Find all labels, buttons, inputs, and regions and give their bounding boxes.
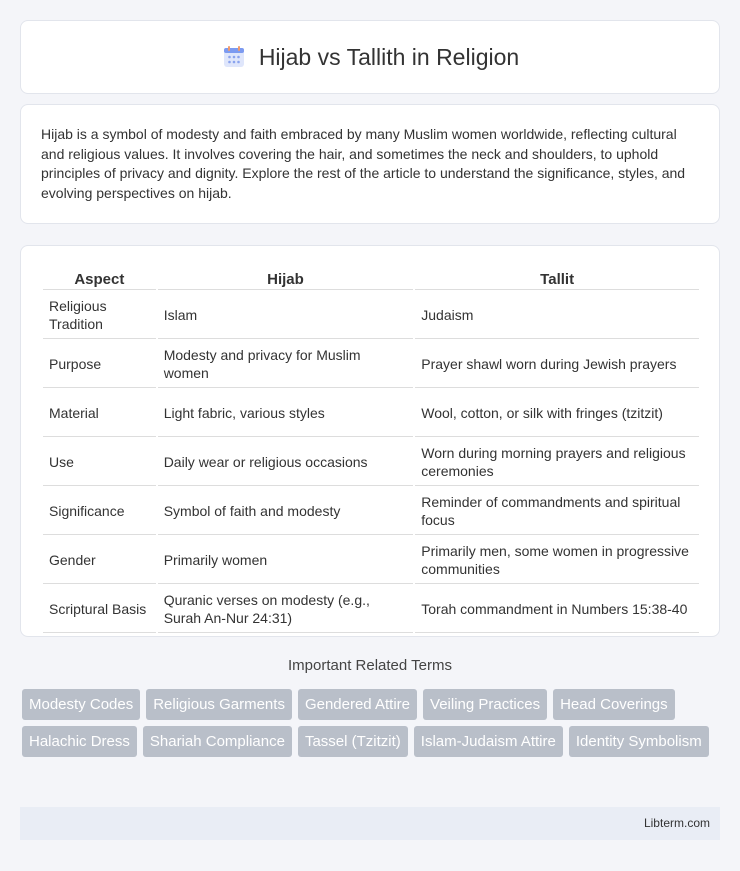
intro-text: Hijab is a symbol of modesty and faith embraced by many Muslim women worldwide, reflecting cultural and religious values. It involves covering the hair, and sometimes the neck and shoulders, to uphold principles of privacy and dignity. Explore the rest of the article to understand the significance, styles, and evolving perspectives on hijab.	[41, 126, 686, 201]
comparison-card	[20, 245, 720, 637]
tag-gendered-attire[interactable]: Gendered Attire	[298, 689, 417, 720]
tag-tassel-tzitzit[interactable]: Tassel (Tzitzit)	[298, 726, 408, 757]
tag-halachic-dress[interactable]: Halachic Dress	[22, 726, 137, 757]
table-row	[43, 439, 699, 486]
related-terms-title: Important Related Terms	[288, 657, 452, 674]
tag-islam-judaism-attire[interactable]: Islam-Judaism Attire	[414, 726, 563, 757]
row-hijab: Daily wear or religious occasions	[158, 439, 414, 486]
row-tallit: Judaism	[415, 292, 699, 339]
table-header-row	[43, 266, 699, 290]
intro-card	[20, 104, 720, 224]
table-row	[43, 537, 699, 584]
row-hijab: Symbol of faith and modesty	[158, 488, 414, 535]
row-hijab: Modesty and privacy for Muslim women	[158, 341, 414, 388]
table-row	[43, 390, 699, 437]
row-hijab: Light fabric, various styles	[158, 390, 414, 437]
row-aspect: Use	[43, 439, 156, 486]
row-aspect: Significance	[43, 488, 156, 535]
header-aspect: Aspect	[43, 266, 156, 290]
comparison-table	[41, 264, 701, 635]
table-row	[43, 488, 699, 535]
row-aspect: Material	[43, 390, 156, 437]
row-aspect: Religious Tradition	[43, 292, 156, 339]
row-hijab: Quranic verses on modesty (e.g., Surah An-Nur 24:31)	[158, 586, 414, 633]
table-row	[43, 341, 699, 388]
table-row	[43, 586, 699, 633]
footer	[20, 807, 720, 840]
row-tallit: Prayer shawl worn during Jewish prayers	[415, 341, 699, 388]
page-title: Hijab vs Tallith in Religion	[258, 43, 520, 70]
row-tallit: Torah commandment in Numbers 15:38-40	[415, 586, 699, 633]
row-tallit: Wool, cotton, or silk with fringes (tzitzit)	[415, 390, 699, 437]
tag-identity-symbolism[interactable]: Identity Symbolism	[569, 726, 709, 757]
header-card	[20, 20, 720, 94]
tag-veiling-practices[interactable]: Veiling Practices	[423, 689, 547, 720]
row-hijab: Islam	[158, 292, 414, 339]
row-aspect: Purpose	[43, 341, 156, 388]
row-tallit: Reminder of commandments and spiritual focus	[415, 488, 699, 535]
calendar-icon	[221, 44, 247, 70]
table-row	[43, 292, 699, 339]
row-tallit: Primarily men, some women in progressive communities	[415, 537, 699, 584]
row-aspect: Gender	[43, 537, 156, 584]
row-aspect: Scriptural Basis	[43, 586, 156, 633]
tag-modesty-codes[interactable]: Modesty Codes	[22, 689, 140, 720]
header-tallit: Tallit	[415, 266, 699, 290]
tag-shariah-compliance[interactable]: Shariah Compliance	[143, 726, 292, 757]
tag-head-coverings[interactable]: Head Coverings	[553, 689, 675, 720]
row-hijab: Primarily women	[158, 537, 414, 584]
tag-religious-garments[interactable]: Religious Garments	[146, 689, 292, 720]
row-tallit: Worn during morning prayers and religious ceremonies	[415, 439, 699, 486]
footer-site-link[interactable]: Libterm.com	[643, 816, 710, 830]
header-hijab: Hijab	[158, 266, 414, 290]
related-terms-list	[22, 689, 722, 763]
